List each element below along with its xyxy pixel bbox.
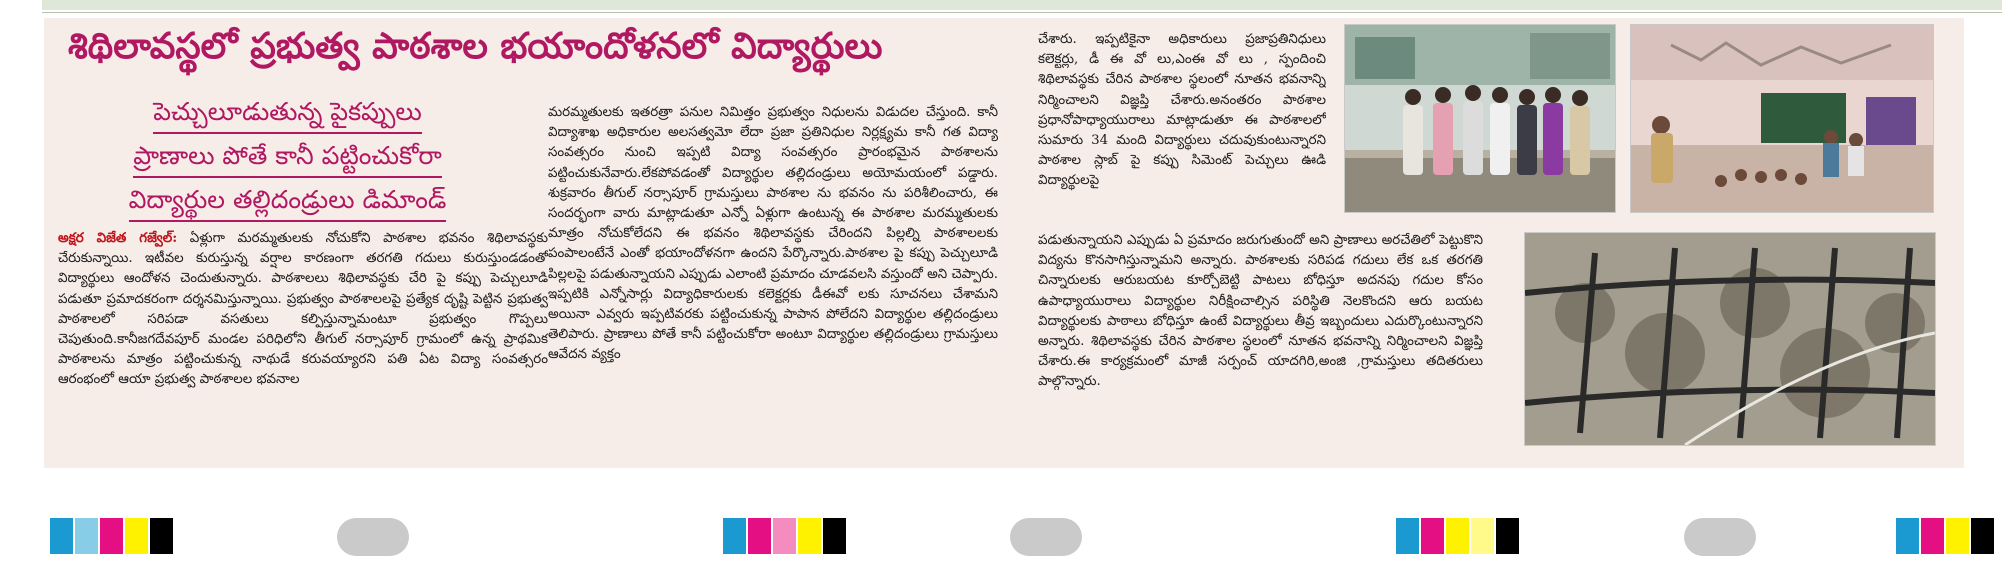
top-rule <box>42 12 2002 13</box>
color-swatch <box>1946 518 1969 554</box>
color-swatch <box>1896 518 1919 554</box>
print-registration-pill <box>1684 518 1756 556</box>
article-column-3-top: చేశారు. ఇప్పటికైనా అధికారులు ప్రజాప్రతినిధులు కలెక్టర్లు, డీ ఈ వో లు,ఎంఈ వో లు , స్పందించి శిథిలావస్థకు చేరిన పాఠశాల స్థలంలో నూతన భవనాన్ని నిర్మించాలని విజ్ఞప్తి చేశారు.అనంతరం పాఠశాల ప్రధానోపాధ్యాయురాలు మాట్లాడుతూ ఈ పాఠశాలలో సుమారు 34 మంది విద్యార్థులు చదువుకుంటున్నారని పాఠశాల స్లాబ్ పై కప్పు సిమెంట్ పెచ్చులు ఊడి విద్యార్థులపై <box>1038 32 1326 189</box>
print-registration-pill <box>337 518 409 556</box>
color-swatch <box>125 518 148 554</box>
article-column-2: మరమ్మతులకు ఇతరత్రా పనుల నిమిత్తం ప్రభుత్వం నిధులను విడుదల చేస్తుంది. కానీ విద్యాశాఖ అధికారుల అలసత్వమో లేదా ప్రజా ప్రతినిధుల నిర్లక్ష్యమ కానీ గత విద్యా సంవత్సరం నుంచి ఇప్పటి విద్యా సంవత్సరం ప్రారంభమైన పాఠశాలను పట్టించుకునేవారు.లేకపోవడంతో విద్యార్థుల తల్లిదండ్రులు అయోమయంలో పడ్డారు. శుక్రవారం తీగుల్ నర్సాపూర్ గ్రామస్తులు పాఠశాల ను భవనం ను పరిశీలించారు, ఈ సందర్భంగా వారు మాట్లాడుతూ ఎన్నో ఏళ్లుగా ఉంటున్న ఈ పాఠశాల మరమ్మతులకు మాత్రం నోచుకోలేదని ఈ భవనం శిథిలావస్థకు చేరిందని పిల్లల్ని పాఠశాలలకు పంపాలంటేనే ఎంతో భయాందోళనగా ఉందని పేర్కొన్నారు.పాఠశాల పై కప్పు పెచ్చులూడి పిల్లలపై పడుతున్నాయని ఎప్పుడు ఎలాంటి ప్రమాదం చూడవలసి వస్తుందో అని చెప్పారు. ఇప్పటికి ఎన్నోసార్లు విద్యాధికారులకు కలెక్టర్లకు డీఈవో లకు సూచనలు చేశామని అయినా ఎవ్వరు ఇప్పటివరకు పట్టించుకున్న పాపాన పోలేదని విద్యార్థుల తల్లిదండ్రులు తెలిపారు. ప్రాణాలు పోతే కానీ పట్టించుకోరా అంటూ విద్యార్థుల తల్లిదండ్రులు గ్రామస్తులు ఆవేదన వ్యక్తం <box>548 105 998 363</box>
print-color-bar-3 <box>1396 518 1521 554</box>
color-swatch <box>100 518 123 554</box>
color-swatch <box>823 518 846 554</box>
print-color-bar-4 <box>1896 518 1996 554</box>
color-swatch <box>748 518 771 554</box>
color-swatch <box>773 518 796 554</box>
classroom-photo <box>1630 24 1934 213</box>
villagers-group-photo <box>1344 24 1616 213</box>
color-swatch <box>1471 518 1494 554</box>
article-column-3-bottom: పడుతున్నాయని ఎప్పుడు ఏ ప్రమాదం జరుగుతుందో అని ప్రాణాలు అరచేతిలో పెట్టుకొని విద్యను కొనసాగిస్తున్నామని అన్నారు. పాఠశాలకు సరిపడ గదులు లేక ఒక తరగతి చిన్నారులకు ఆరుబయట కూర్చోబెట్టి పాటలు బోధిస్తూ అదనపు గదుల కోసం ఉపాధ్యాయురాలు విద్యార్థుల నిరీక్షించాల్సిన పరిస్థితి నెలకొందని ఆరు బయట విద్యార్థులకు పాఠాలు బోధిస్తూ ఉంటే విద్యార్థులు తీవ్ర ఇబ్బందులు ఎదుర్కొంటున్నారని అన్నారు. శిథిలావస్థకు చేరిన పాఠశాల స్థలంలో నూతన భవనాన్ని నిర్మించాలని విజ్ఞప్తి చేశారు.ఈ కార్యక్రమంలో మాజీ సర్పంచ్ యాదగిరి,అంజి ,గ్రామస్తులు తదితరులు పాల్గొన్నారు. <box>1038 233 1483 390</box>
subheading-1: పెచ్చులూడుతున్న పైకప్పులు <box>153 92 422 134</box>
article-column-1 <box>58 228 548 452</box>
top-strip <box>42 0 2002 10</box>
color-swatch <box>1421 518 1444 554</box>
article-headline: శిథిలావస్థలో ప్రభుత్వ పాఠశాల భయాందోళనలో విద్యార్థులు <box>68 26 883 67</box>
print-registration-pill <box>1010 518 1082 556</box>
color-swatch <box>75 518 98 554</box>
color-swatch <box>50 518 73 554</box>
damaged-ceiling-photo <box>1524 232 1936 446</box>
subheading-2: ప్రాణాలు పోతే కానీ పట్టించుకోరా <box>133 136 442 178</box>
article-byline: అక్షర విజేత గజ్వేల్: <box>58 230 178 246</box>
color-swatch <box>723 518 746 554</box>
color-swatch <box>1496 518 1519 554</box>
print-color-bar-2 <box>723 518 848 554</box>
subheading-3: విద్యార్థుల తల్లిదండ్రులు డిమాండ్ <box>129 180 447 222</box>
article-subheadings <box>90 92 485 224</box>
color-swatch <box>1971 518 1994 554</box>
color-swatch <box>798 518 821 554</box>
column-1-text: ఏళ్లుగా మరమ్మతులకు నోచుకోని పాఠశాల భవనం శిథిలావస్థకు చేరుకున్నాయి. ఇటీవల కురుస్తున్న వర్షాల కారణంగా తరగతి గదులు కురుస్తుండడంతో విద్యార్థులు ఆందోళన చెందుతున్నారు. పాఠశాలలు శిథిలావస్థకు చేరి పై కప్పు పెచ్చులూడి పడుతూ ప్రమాదకరంగా దర్శనమిస్తున్నాయి. ప్రభుత్వం పాఠశాలలపై ప్రత్యేక దృష్టి పెట్టిన ప్రభుత్వ పాఠశాలలో సరిపడా వసతులు కల్పిస్తున్నామంటూ ప్రభుత్వం గొప్పలు చెపుతుంది.కానీజగదేవపూర్ మండల పరిధిలోని తీగుల్ నర్సాపూర్ గ్రామంలో ఉన్న ప్రాథమిక పాఠశాలను మాత్రం పట్టించుకున్న నాథుడే కరువయ్యారని పతి ఏట విద్యా సంవత్సరం ఆరంభంలో ఆయా ప్రభుత్వ పాఠశాలల భవనాల <box>58 231 548 388</box>
print-color-bar-1 <box>50 518 175 554</box>
color-swatch <box>1446 518 1469 554</box>
color-swatch <box>1396 518 1419 554</box>
color-swatch <box>150 518 173 554</box>
color-swatch <box>1921 518 1944 554</box>
